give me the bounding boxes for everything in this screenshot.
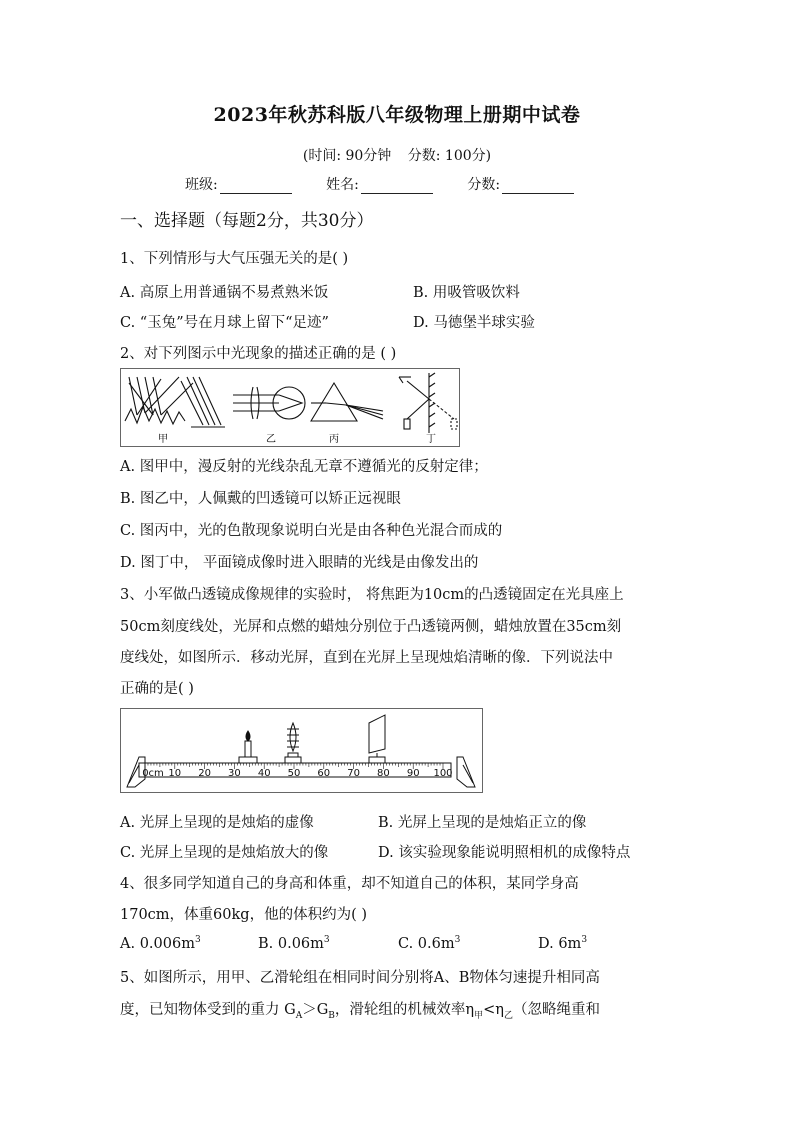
q4-option-a: A. $0.006m^3$ [120, 935, 201, 952]
q1-option-b: B. 用吸管吸饮料 [413, 285, 520, 301]
ruler-tick-label: 20 [198, 768, 211, 779]
q3-option-b: B. 光屏上呈现的是烛焰正立的像 [378, 815, 587, 831]
ruler-tick-label: 10 [168, 768, 182, 779]
optical-bench-figure [120, 708, 483, 793]
optics-figure [120, 368, 460, 447]
q2-option-d: D. 图丁中， 平面镜成像时进入眼睛的光线是由像发出的 [120, 555, 479, 571]
q2-option-b: B. 图乙中，人佩戴的凹透镜可以矫正远视眼 [120, 491, 401, 507]
optical-bench-drawing [121, 709, 482, 792]
ruler-tick-label: 0cm [142, 768, 164, 779]
q2-option-c: C. 图丙中，光的色散现象说明白光是由各种色光混合而成的 [120, 523, 503, 539]
q3-line-4: 正确的是( ) [120, 681, 194, 697]
name-field[interactable]: 姓名: [326, 174, 433, 194]
exam-meta [0, 145, 794, 165]
ruler-tick-label: 100 [433, 768, 453, 779]
q3-line-3: 度线处，如图所示．移动光屏，直到在光屏上呈现烛焰清晰的像．下列说法中 [120, 650, 613, 666]
ruler-tick-label: 30 [228, 768, 241, 779]
q1-stem: 1、下列情形与大气压强无关的是( ) [120, 251, 349, 267]
ruler-tick-label: 90 [406, 768, 420, 779]
class-blank[interactable] [220, 179, 292, 194]
ruler-tick-label: 50 [287, 768, 301, 779]
page-title: 2023年秋苏科版八年级物理上册期中试卷 [213, 104, 581, 126]
q4-line-2: 170cm，体重60kg，他的体积约为( ) [120, 907, 367, 923]
q1-option-a: A. 高原上用普通锅不易煮熟米饭 [120, 285, 329, 301]
q4-option-b: B. $0.06m^3$ [258, 935, 330, 952]
q3-option-c: C. 光屏上呈现的是烛焰放大的像 [120, 845, 329, 861]
ruler-tick-label: 40 [257, 768, 271, 779]
score-field[interactable]: 分数: [467, 174, 574, 194]
ruler-tick-label: 60 [317, 768, 331, 779]
ruler-tick-label: 80 [377, 768, 390, 779]
q5-line-1: 5、如图所示，用甲、乙滑轮组在相同时间分别将A、B物体匀速提升相同高 [120, 970, 600, 986]
section-heading: 一、选择题（每题2分，共30分） [120, 211, 374, 231]
q4-line-1: 4、很多同学知道自己的身高和体重，却不知道自己的体积，某同学身高 [120, 876, 579, 892]
class-field[interactable]: 班级: [185, 174, 292, 194]
q3-line-1: 3、小军做凸透镜成像规律的实验时， 将焦距为10cm的凸透镜固定在光具座上 [120, 587, 624, 603]
q4-option-c: C. $0.6m^3$ [398, 935, 461, 952]
q3-option-a: A. 光屏上呈现的是烛焰的虚像 [120, 815, 314, 831]
name-blank[interactable] [361, 179, 433, 194]
optics-figure-drawing [121, 369, 459, 446]
score-info: 分数: 100分) [407, 148, 492, 164]
time-info: (时间: 90分钟 [302, 148, 392, 164]
q3-option-d: D. 该实验现象能说明照相机的成像特点 [378, 845, 631, 861]
fig-label-bing: 丙 [329, 434, 339, 445]
q1-option-c: C. “玉兔”号在月球上留下“足迹” [120, 315, 329, 331]
q4-option-d: D. $6m^3$ [538, 935, 588, 952]
q1-option-d: D. 马德堡半球实验 [413, 315, 535, 331]
q3-line-2: 50cm刻度线处，光屏和点燃的蜡烛分别位于凸透镜两侧，蜡烛放置在35cm刻 [120, 619, 622, 635]
q2-stem: 2、对下列图示中光现象的描述正确的是 ( ) [120, 346, 397, 362]
q5-line-2: 度，已知物体受到的重力 $G_A>G_B$，滑轮组的机械效率$\eta_甲<\eta_乙$（忽略绳重和 [120, 1002, 600, 1021]
ruler-tick-label: 70 [347, 768, 360, 779]
fig-label-yi: 乙 [266, 434, 276, 445]
score-blank[interactable] [502, 179, 574, 194]
fig-label-ding: 丁 [426, 434, 436, 445]
q2-option-a: A. 图甲中，漫反射的光线杂乱无章不遵循光的反射定律； [120, 459, 488, 475]
fig-label-jia: 甲 [158, 434, 168, 445]
student-fields [185, 174, 604, 194]
